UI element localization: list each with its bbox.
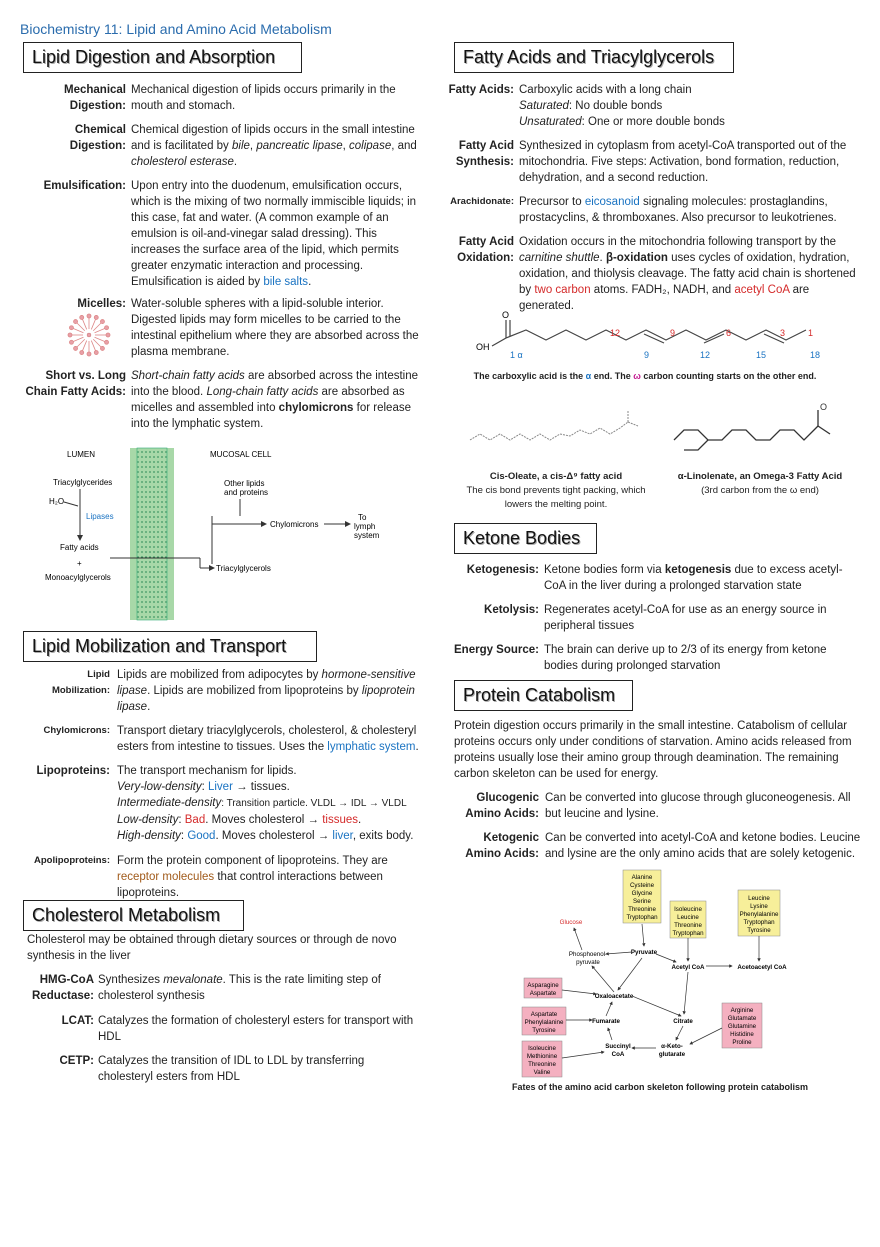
- text-short-vs-long: Short-chain fatty acids are absorbed across the intestine into the blood. Long-chain fatty acids are absorbed as micelles and assembled into chylomicrons for release into the lymphatic system.: [131, 370, 419, 430]
- lumen-label: LUMEN: [67, 450, 96, 459]
- label-apolipoproteins: Apolipoproteins:: [34, 855, 110, 866]
- box-ile-3: Valine: [533, 1069, 551, 1076]
- box-ile-2: Threonine: [528, 1061, 556, 1068]
- label-cetp: CETP:: [59, 1055, 94, 1067]
- oleate-caption: Cis-Oleate, a cis-Δ⁹ fatty acid The cis bond prevents tight packing, which lowers the melting point.: [466, 471, 646, 510]
- chylo-label: Chylomicrons: [270, 520, 319, 529]
- text-hmg-coa: Synthesizes mevalonate. This is the rate limiting step of cholesterol synthesis: [98, 974, 381, 1002]
- h2o-label: H₂O: [49, 497, 65, 506]
- box3-1: Lysine: [750, 903, 768, 910]
- lipo-idl: Intermediate-density: Transition particle. VLDL → IDL → VLDL: [117, 797, 407, 809]
- text-lcat: Catalyzes the formation of cholesteryl esters for transport with HDL: [98, 1015, 414, 1043]
- triacyl-label: Triacylglycerols: [216, 564, 271, 573]
- label-ketolysis: Ketolysis:: [484, 604, 539, 616]
- linolenate-structure: [668, 400, 838, 460]
- fig-top-6: 6: [726, 328, 732, 338]
- section-header-fatty-acids: Fatty Acids and Triacylglycerols: [454, 42, 734, 73]
- fig-top-1: 1: [808, 328, 814, 338]
- label-energy-source: Energy Source:: [454, 644, 539, 656]
- acetyl-coa-label: Acetyl CoA: [671, 964, 705, 971]
- amino-acid-diagram-caption: Fates of the amino acid carbon skeleton following protein catabolism: [511, 1082, 809, 1092]
- label-emulsification: Emulsification:: [43, 180, 126, 192]
- absorption-diagram: [40, 444, 420, 624]
- oleate-structure: [466, 400, 646, 460]
- lymph-label: lymph: [354, 522, 376, 531]
- box-arg-3: Histidine: [730, 1031, 754, 1038]
- box2-3: Tryptophan: [672, 930, 704, 937]
- plus-label: +: [77, 559, 82, 568]
- box-arg-0: Arginine: [730, 1007, 754, 1014]
- system-label: system: [354, 531, 380, 540]
- fig-bot-18: 18: [810, 350, 821, 360]
- box1-1: Cysteine: [629, 882, 655, 889]
- text-protein-intro: Protein digestion occurs primarily in the small intestine. Catabolism of cellular proteins occurs only under conditions of starvation. Amino acids released from proteins usually lose their amino group through deamination. The remaining carbon skeleton can be used for energy.: [454, 720, 852, 780]
- text-lipid-mobilization: Lipids are mobilized from adipocytes by hormone-sensitive lipase. Lipids are mobilized from lipoproteins by lipoprotein lipase.: [117, 669, 416, 713]
- label-lipoproteins: Lipoproteins:: [36, 765, 110, 777]
- box1-4: Threonine: [628, 906, 656, 913]
- text-ketogenic: Can be converted into acetyl-CoA and ketone bodies. Leucine and lysine are the only amino acids that are solely ketogenic.: [545, 832, 861, 860]
- text-chemical-digestion: Chemical digestion of lipids occurs in the small intestine and is facilitated by bile, pancreatic lipase, colipase, and cholesterol esterase.: [131, 124, 417, 168]
- text-lipoproteins: The transport mechanism for lipids. Very-low-density: Liver → tissues. Intermediate-density: Transition particle. VLDL → IDL → VLDL Low-density: Bad. Moves cholesterol → tissues. High-density: Good. Moves cholesterol → liver, exits body.: [117, 763, 437, 844]
- fig-bot-1: 1 α: [510, 350, 523, 360]
- box1-3: Serine: [633, 898, 651, 905]
- text-glucogenic: Can be converted into glucose through gluconeogenesis. All but leucine and lysine.: [545, 792, 851, 820]
- text-mechanical-digestion: Mechanical digestion of lipids occurs primarily in the mouth and stomach.: [131, 84, 396, 112]
- label-chemical-digestion: Chemical Digestion:: [69, 124, 126, 152]
- lipo-hdl: High-density: Good. Moves cholesterol → liver, exits body.: [117, 830, 414, 842]
- box-asp-2: Tyrosine: [532, 1027, 556, 1034]
- label-chylomicrons: Chylomicrons:: [43, 725, 110, 736]
- text-fatty-acid-oxidation: Oxidation occurs in the mitochondria following transport by the carnitine shuttle. β-oxidation uses cycles of oxidation, hydration, oxidation, and thiolysis cleavage. The fatty acid chain is shortened by two carbon atoms. FADH₂, NADH, and acetyl CoA are generated.: [519, 236, 856, 312]
- other-proteins-label: and proteins: [224, 488, 269, 497]
- lipases-label: Lipases: [86, 512, 114, 521]
- box1-2: Glycine: [631, 890, 653, 897]
- text-arachidonate: Precursor to eicosanoid signaling molecules: prostaglandins, prostacyclins, & thromboxanes. Also precursor to leukotrienes.: [519, 196, 837, 224]
- box3-3: Tryptophan: [743, 919, 775, 926]
- fatty-acids-label: Fatty acids: [60, 543, 99, 552]
- box3-4: Tyrosine: [747, 927, 771, 934]
- succinyl-label-2: CoA: [611, 1051, 625, 1058]
- label-glucogenic: Glucogenic Amino Acids:: [465, 792, 539, 820]
- fig-chain: [492, 320, 806, 346]
- box-arg-1: Glutamate: [727, 1015, 757, 1022]
- label-fatty-acids: Fatty Acids:: [448, 84, 514, 96]
- box2-1: Leucine: [677, 914, 699, 921]
- linolenate-caption: α-Linolenate, an Omega-3 Fatty Acid (3rd carbon from the ω end): [677, 471, 843, 496]
- citrate-label: Citrate: [673, 1018, 693, 1025]
- box2-0: Isoleucine: [674, 906, 702, 913]
- acetoacetyl-coa-label: Acetoacetyl CoA: [737, 964, 787, 971]
- text-fatty-acids: Carboxylic acids with a long chain Saturated: No double bonds Unsaturated: One or more double bonds: [519, 84, 725, 128]
- text-cetp: Catalyzes the transition of IDL to LDL by transferring cholesteryl esters from HDL: [98, 1055, 365, 1083]
- text-ketogenesis: Ketone bodies form via ketogenesis due to excess acetyl-CoA in the liver during a prolonged starvation state: [544, 564, 843, 592]
- section-header-cholesterol: Cholesterol Metabolism: [23, 900, 244, 931]
- box-ile-1: Methionine: [526, 1053, 558, 1060]
- h2o-arrow: [64, 502, 78, 506]
- document-title: Biochemistry 11: Lipid and Amino Acid Metabolism: [20, 21, 332, 37]
- box-ile-0: Isoleucine: [528, 1045, 556, 1052]
- lipo-ldl: Low-density: Bad. Moves cholesterol → tissues.: [117, 814, 362, 826]
- box-asn-0: Asparagine: [527, 982, 559, 989]
- fig-top-12: 12: [610, 328, 621, 338]
- glucose-label: Glucose: [559, 919, 583, 926]
- text-micelles: Water-soluble spheres with a lipid-soluble interior. Digested lipids may form micelles to be carried to the intestinal epithelium where they are absorbed across the plasma membrane.: [131, 298, 419, 358]
- tag-label: Triacylglycerides: [53, 478, 113, 487]
- label-arachidonate: Arachidonate:: [450, 196, 514, 207]
- label-short-vs-long: Short vs. Long Chain Fatty Acids:: [25, 370, 126, 398]
- fig-double-1: [644, 334, 664, 343]
- pep-label-1: Phosphoenol-: [568, 951, 608, 958]
- box1-0: Alanine: [631, 874, 653, 881]
- oxaloacetate-label: Oxaloacetate: [594, 993, 634, 1000]
- fumarate-label: Fumarate: [592, 1018, 620, 1025]
- fig-bot-15: 15: [756, 350, 767, 360]
- label-fatty-acid-synthesis: Fatty Acid Synthesis:: [455, 140, 514, 168]
- fatty-acid-numbering-figure: [470, 306, 840, 366]
- pyruvate-label: Pyruvate: [630, 949, 658, 956]
- text-emulsification: Upon entry into the duodenum, emulsification occurs, which is the mixing of two normally immiscible liquids; in this case, fat and water. (A common example of an emulsion is oil-and-vinegar salad dressing). This increases the surface area of the lipid, which permits greater enzymatic interaction and processing. Emulsification is aided by bile salts.: [131, 180, 417, 288]
- box-arg-4: Proline: [732, 1039, 752, 1046]
- section-header-lipid-digestion: Lipid Digestion and Absorption: [23, 42, 302, 73]
- label-lipid-mobilization: Lipid Mobilization:: [51, 669, 110, 696]
- label-lcat: LCAT:: [61, 1015, 94, 1027]
- box-asn-1: Aspartate: [529, 990, 557, 997]
- box3-2: Phenylalanine: [739, 911, 779, 918]
- succinyl-label-1: Succinyl: [605, 1043, 631, 1050]
- text-energy-source: The brain can derive up to 2/3 of its energy from ketone bodies during prolonged starvation: [544, 644, 827, 672]
- box-asp-0: Aspartate: [530, 1011, 558, 1018]
- mono-label: Monoacylglycerols: [45, 573, 111, 582]
- text-cholesterol-intro: Cholesterol may be obtained through dietary sources or through de novo synthesis in the liver: [27, 934, 397, 962]
- label-fatty-acid-oxidation: Fatty Acid Oxidation:: [457, 236, 514, 264]
- text-fatty-acid-synthesis: Synthesized in cytoplasm from acetyl-CoA transported out of the mitochondria. Five steps: Activation, bond formation, reduction, dehydration, and a second reduction.: [519, 140, 847, 184]
- pep-label-2: pyruvate: [576, 959, 600, 966]
- mucosal-cell-label: MUCOSAL CELL: [210, 450, 272, 459]
- other-lipids-label: Other lipids: [224, 479, 265, 488]
- fig-top-9: 9: [670, 328, 676, 338]
- fig-bot-12: 12: [700, 350, 711, 360]
- linolenate-o: O: [820, 402, 828, 412]
- box1-5: Tryptophan: [626, 914, 658, 921]
- fig-o-label: O: [502, 310, 510, 320]
- label-ketogenic: Ketogenic Amino Acids:: [465, 832, 539, 860]
- section-header-ketone: Ketone Bodies: [454, 523, 597, 554]
- text-chylomicrons: Transport dietary triacylglycerols, cholesterol, & cholesteryl esters from intestine to tissues. Uses the lymphatic system.: [117, 725, 419, 753]
- label-ketogenesis: Ketogenesis:: [466, 564, 539, 576]
- box-arg-2: Glutamine: [727, 1023, 757, 1030]
- akg-label-2: glutarate: [658, 1051, 686, 1058]
- text-apolipoproteins: Form the protein component of lipoproteins. They are receptor molecules that control interactions between lipoproteins.: [117, 855, 388, 899]
- lipo-vldl: Very-low-density: Liver → tissues.: [117, 781, 290, 793]
- to-label: To: [358, 513, 367, 522]
- label-micelles: Micelles:: [77, 298, 126, 310]
- label-mechanical-digestion: Mechanical Digestion:: [64, 84, 126, 112]
- box2-2: Threonine: [674, 922, 702, 929]
- fig-oh-label: OH: [476, 342, 490, 352]
- section-header-lipid-mobilization: Lipid Mobilization and Transport: [23, 631, 317, 662]
- text-ketolysis: Regenerates acetyl-CoA for use as an energy source in peripheral tissues: [544, 604, 827, 632]
- label-hmg-coa: HMG-CoA Reductase:: [32, 974, 94, 1002]
- box3-0: Leucine: [748, 895, 770, 902]
- box-asp-1: Phenylalanine: [524, 1019, 564, 1026]
- section-header-protein: Protein Catabolism: [454, 680, 633, 711]
- micelle-icon: [60, 310, 118, 360]
- fig-top-3: 3: [780, 328, 786, 338]
- amino-acid-fate-diagram: [516, 868, 816, 1078]
- fatty-acid-figure-caption: The carboxylic acid is the α end. The ω carbon counting starts on the other end.: [473, 371, 817, 381]
- fig-bot-9: 9: [644, 350, 650, 360]
- membrane-band: [130, 448, 174, 620]
- akg-label-1: α-Keto-: [661, 1043, 683, 1050]
